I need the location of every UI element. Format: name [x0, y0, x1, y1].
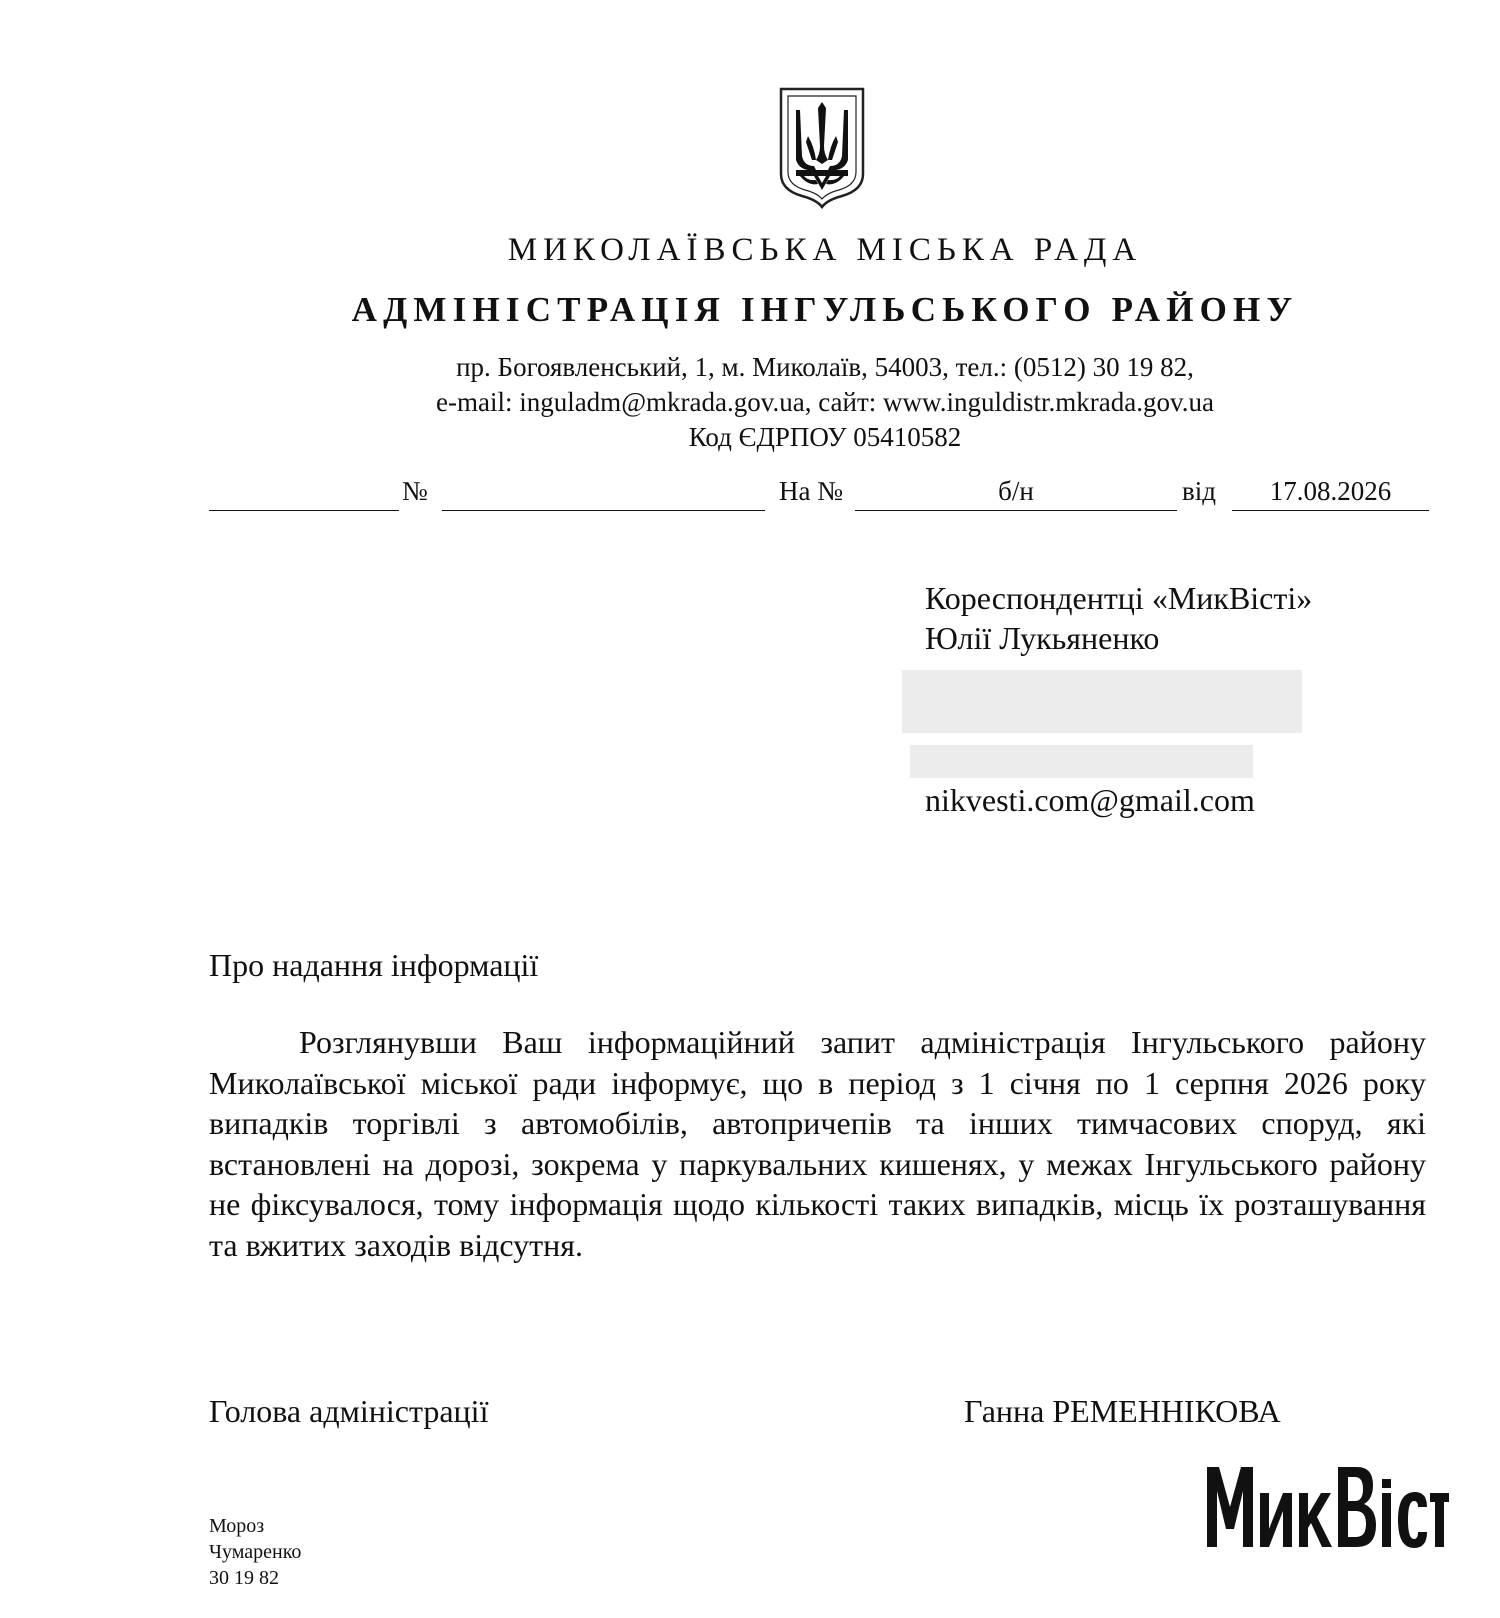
from-label: від: [1182, 476, 1216, 506]
signature-name: Ганна РЕМЕННІКОВА: [964, 1393, 1281, 1429]
recipient-email: nikvesti.com@gmail.com: [925, 782, 1255, 818]
executor-phone: 30 19 82: [209, 1567, 279, 1589]
in-reply-number-line: [855, 510, 1177, 511]
council-title: МИКОЛАЇВСЬКА МІСЬКА РАДА: [507, 232, 1143, 268]
executor-name: Мороз: [209, 1515, 265, 1537]
number-sign: №: [402, 476, 428, 506]
letter-body: Розглянувши Ваш інформаційний запит адміністрація Інгульського району Миколаївської міської ради інформує, що в період з 1 січня по 1 серпня 2026 року випадків торгівлі з автомобілів, автопричепів та інших тимчасових споруд, які встановлені на дорозі, зокрема у паркувальних кишенях, у межах Інгульського району не фіксувалося, тому інформація щодо кількості таких випадків, місць їх розташування та вжитих заходів відсутня.: [209, 1024, 1426, 1263]
redacted-address-block: [910, 745, 1253, 778]
coat-of-arms-icon: [778, 86, 866, 210]
letter-date: 17.08.2026: [1269, 476, 1392, 506]
administration-title: АДМІНІСТРАЦІЯ ІНГУЛЬСЬКОГО РАЙОНУ: [351, 290, 1299, 329]
contact-line: e-mail: inguladm@mkrada.gov.ua, сайт: www.inguldistr.mkrada.gov.ua: [435, 387, 1214, 417]
letter-subject: Про надання інформації: [209, 947, 539, 983]
redacted-address-block: [902, 670, 1302, 733]
address-line: пр. Богоявленський, 1, м. Миколаїв, 54003, тел.: (0512) 30 19 82,: [456, 352, 1194, 382]
in-reply-number: б/н: [998, 476, 1034, 506]
executor-name: Чумаренко: [209, 1541, 302, 1563]
date-line: [1232, 510, 1429, 511]
code-line: Код ЄДРПОУ 05410582: [688, 422, 962, 452]
number-blank-line: [442, 510, 765, 511]
signature-position: Голова адміністрації: [209, 1393, 489, 1429]
in-reply-label: На №: [779, 476, 843, 506]
recipient-name: Юлії Лукьяненко: [925, 620, 1160, 656]
recipient-line1: Кореспондентці «МикВісті»: [925, 580, 1313, 616]
date-blank-line: [209, 510, 399, 511]
mykvisti-logo: [1205, 1463, 1449, 1549]
